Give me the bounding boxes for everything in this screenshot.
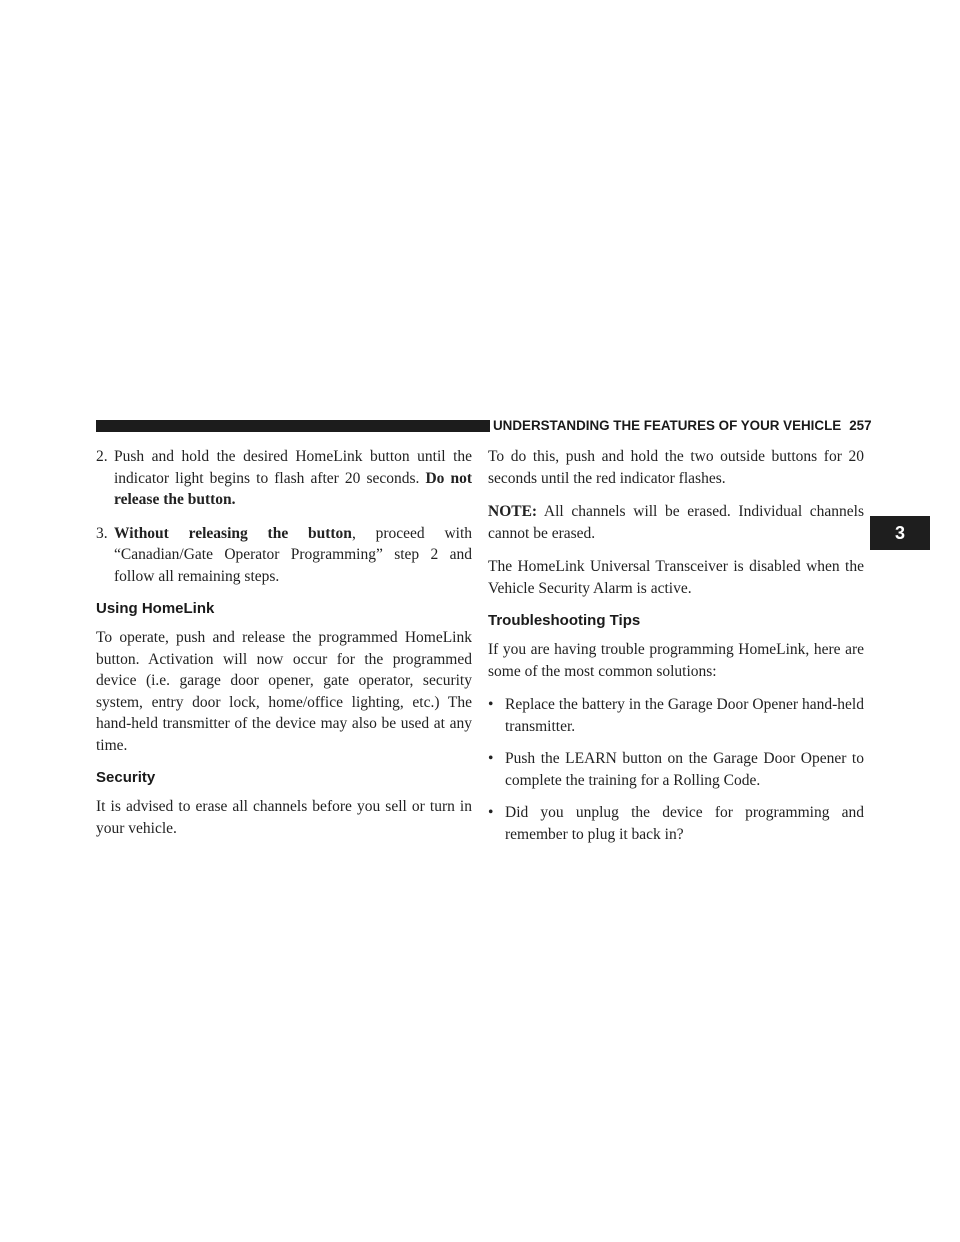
step-3-bold: Without releasing the button xyxy=(114,524,352,542)
security-text: It is advised to erase all channels before you sell or turn in your vehicle. xyxy=(96,798,472,837)
note-label: NOTE: xyxy=(488,503,538,520)
using-homelink-heading: Using HomeLink xyxy=(96,600,215,617)
step-number: 2. xyxy=(96,448,108,465)
disabled-text: The HomeLink Universal Transceiver is disabled when the Vehicle Security Alarm is active. xyxy=(488,558,864,597)
troubleshooting-intro: If you are having trouble programming HomeLink, here are some of the most common solutions: xyxy=(488,641,864,680)
erase-instructions: To do this, push and hold the two outside buttons for 20 seconds until the red indicator flashes. xyxy=(488,448,864,487)
left-column xyxy=(96,446,472,851)
running-header xyxy=(493,416,872,436)
header-rule xyxy=(96,420,490,432)
tip-item xyxy=(488,748,864,791)
note-text: All channels will be erased. Individual channels cannot be erased. xyxy=(488,503,865,542)
using-homelink-text: To operate, push and release the programmed HomeLink button. Activation will now occur for the programmed device (i.e. garage door opener, gate operator, security system, entry door lock, home/office lighting, etc.) The hand-held transmitter of the device may also be used at any time. xyxy=(96,629,472,754)
step-2-bold: Do not release the button. xyxy=(114,469,472,508)
right-column xyxy=(488,446,864,856)
tip-item xyxy=(488,802,864,845)
bullet-icon: • xyxy=(488,750,494,767)
step-2 xyxy=(96,446,472,511)
tip-text: Push the LEARN button on the Garage Door Opener to complete the training for a Rolling Code. xyxy=(505,750,864,789)
tip-text: Did you unplug the device for programming and remember to plug it back in? xyxy=(505,804,864,843)
step-text xyxy=(114,523,472,588)
page-number: 257 xyxy=(849,418,872,433)
step-number: 3. xyxy=(96,524,108,542)
chapter-tab: 3 xyxy=(870,516,930,550)
step-text xyxy=(114,446,472,511)
tip-item xyxy=(488,694,864,737)
tip-text: Replace the battery in the Garage Door Opener hand-held transmitter. xyxy=(505,696,864,735)
step-3-text: , proceed with “Canadian/Gate Operator Programming” step 2 and follow all remaining steps. xyxy=(114,524,473,585)
bullet-icon: • xyxy=(488,696,494,713)
bullet-icon: • xyxy=(488,804,494,821)
troubleshooting-heading: Troubleshooting Tips xyxy=(488,612,641,629)
security-heading: Security xyxy=(96,769,156,786)
note xyxy=(488,501,864,544)
step-3 xyxy=(96,523,472,588)
step-2-text: Push and hold the desired HomeLink button until the indicator light begins to flash after 20 seconds. xyxy=(114,448,472,487)
section-title: UNDERSTANDING THE FEATURES OF YOUR VEHICLE xyxy=(493,418,842,433)
